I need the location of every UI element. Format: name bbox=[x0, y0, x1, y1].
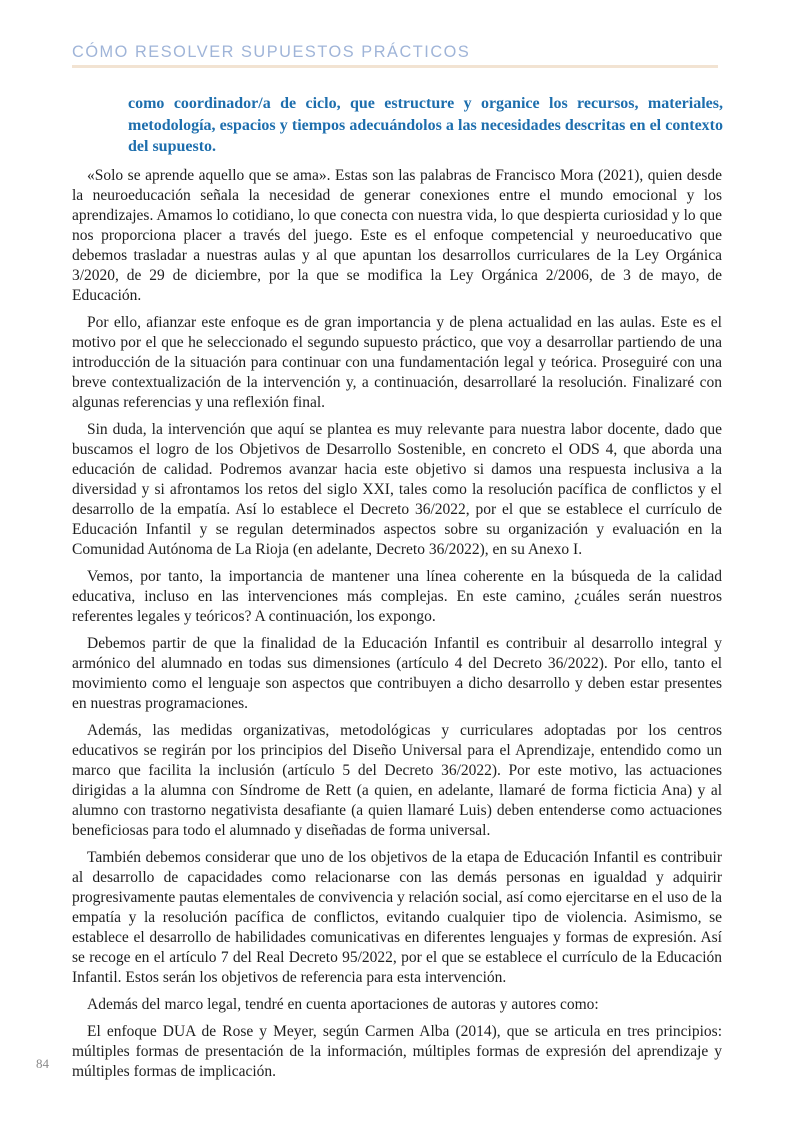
body-paragraph: El enfoque DUA de Rose y Meyer, según Carmen Alba (2014), que se articula en tres principios: múltiples formas de presentación de la información, múltiples formas de expresión del aprendizaje y múltiples formas de implicación. bbox=[72, 1022, 722, 1080]
body-paragraph: «Solo se aprende aquello que se ama». Estas son las palabras de Francisco Mora (2021), quien desde la neuroeducación señala la necesidad de generar conexiones entre el mundo emocional y los aprendizajes. Amamos lo cotidiano, lo que conecta con nuestra vida, lo que despierta curiosidad y lo que nos proporciona placer a través del juego. Este es el enfoque competencial y neuroeducativo que debemos trasladar a nuestras aulas y al que apuntan los desarrollos curriculares de la Ley Orgánica 3/2020, de 29 de diciembre, por la que se modifica la Ley Orgánica 2/2006, de 3 de mayo, de Educación. bbox=[72, 166, 722, 304]
body-paragraph: Por ello, afianzar este enfoque es de gran importancia y de plena actualidad en las aulas. Este es el motivo por el que he seleccionado el segundo supuesto práctico, que voy a desarrollar partiendo de una introducción de la situación para continuar con una fundamentación legal y teórica. Proseguiré con una breve contextualización de la intervención y, a continuación, desarrollaré la resolución. Finalizaré con algunas referencias y una reflexión final. bbox=[72, 313, 722, 411]
body-paragraph: Debemos partir de que la finalidad de la Educación Infantil es contribuir al desarrollo integral y armónico del alumnado en todas sus dimensiones (artículo 4 del Decreto 36/2022). Por ello, tanto el movimiento como el lenguaje son aspectos que contribuyen a dicho desarrollo y deben estar presentes en nuestras programaciones. bbox=[72, 634, 722, 712]
page-number: 84 bbox=[36, 1056, 49, 1071]
page-header-title: CÓMO RESOLVER SUPUESTOS PRÁCTICOS bbox=[72, 42, 471, 61]
body-paragraph: Además, las medidas organizativas, metodológicas y curriculares adoptadas por los centros educativos se regirán por los principios del Diseño Universal para el Aprendizaje, entendido como un marco que facilita la inclusión (artículo 5 del Decreto 36/2022). Por este motivo, las actuaciones dirigidas a la alumna con Síndrome de Rett (a quien, en adelante, llamaré de forma ficticia Ana) y al alumno con trastorno negativista desafiante (a quien llamaré Luis) deben entenderse como actuaciones beneficiosas para todo el alumnado y diseñadas de forma universal. bbox=[72, 721, 722, 839]
header-rule bbox=[72, 65, 718, 68]
body-paragraph: Además del marco legal, tendré en cuenta aportaciones de autoras y autores como: bbox=[87, 995, 599, 1013]
body-paragraph: Sin duda, la intervención que aquí se plantea es muy relevante para nuestra labor docente, dado que buscamos el logro de los Objetivos de Desarrollo Sostenible, en concreto el ODS 4, que aborda una educación de calidad. Podremos avanzar hacia este objetivo si damos una respuesta inclusiva a la diversidad y si afrontamos los retos del siglo XXI, tales como la resolución pacífica de conflictos y el desarrollo de la empatía. Así lo establece el Decreto 36/2022, por el que se establece el currículo de Educación Infantil y se regulan determinados aspectos sobre su organización y evaluación en la Comunidad Autónoma de La Rioja (en adelante, Decreto 36/2022), en su Anexo I. bbox=[72, 420, 722, 558]
lead-paragraph: como coordinador/a de ciclo, que estructure y organice los recursos, materiales, metodología, espacios y tiempos adecuándolos a las necesidades descritas en el contexto del supuesto. bbox=[128, 95, 723, 155]
body-paragraph: Vemos, por tanto, la importancia de mantener una línea coherente en la búsqueda de la calidad educativa, incluso en las intervenciones más complejas. En este camino, ¿cuáles serán nuestros referentes legales y teóricos? A continuación, los expongo. bbox=[72, 567, 722, 625]
body-text-block bbox=[72, 166, 722, 1082]
page-content bbox=[72, 42, 722, 1089]
body-paragraph: También debemos considerar que uno de los objetivos de la etapa de Educación Infantil es contribuir al desarrollo de capacidades como relacionarse con las demás personas en igualdad y adquirir progresivamente pautas elementales de convivencia y relación social, así como ejercitarse en el uso de la empatía y la resolución pacífica de conflictos, evitando cualquier tipo de violencia. Asimismo, se establece el desarrollo de habilidades comunicativas en diferentes lenguajes y formas de expresión. Así se recoge en el artículo 7 del Real Decreto 95/2022, por el que se establece el currículo de la Educación Infantil. Estos serán los objetivos de referencia para esta intervención. bbox=[72, 848, 722, 986]
